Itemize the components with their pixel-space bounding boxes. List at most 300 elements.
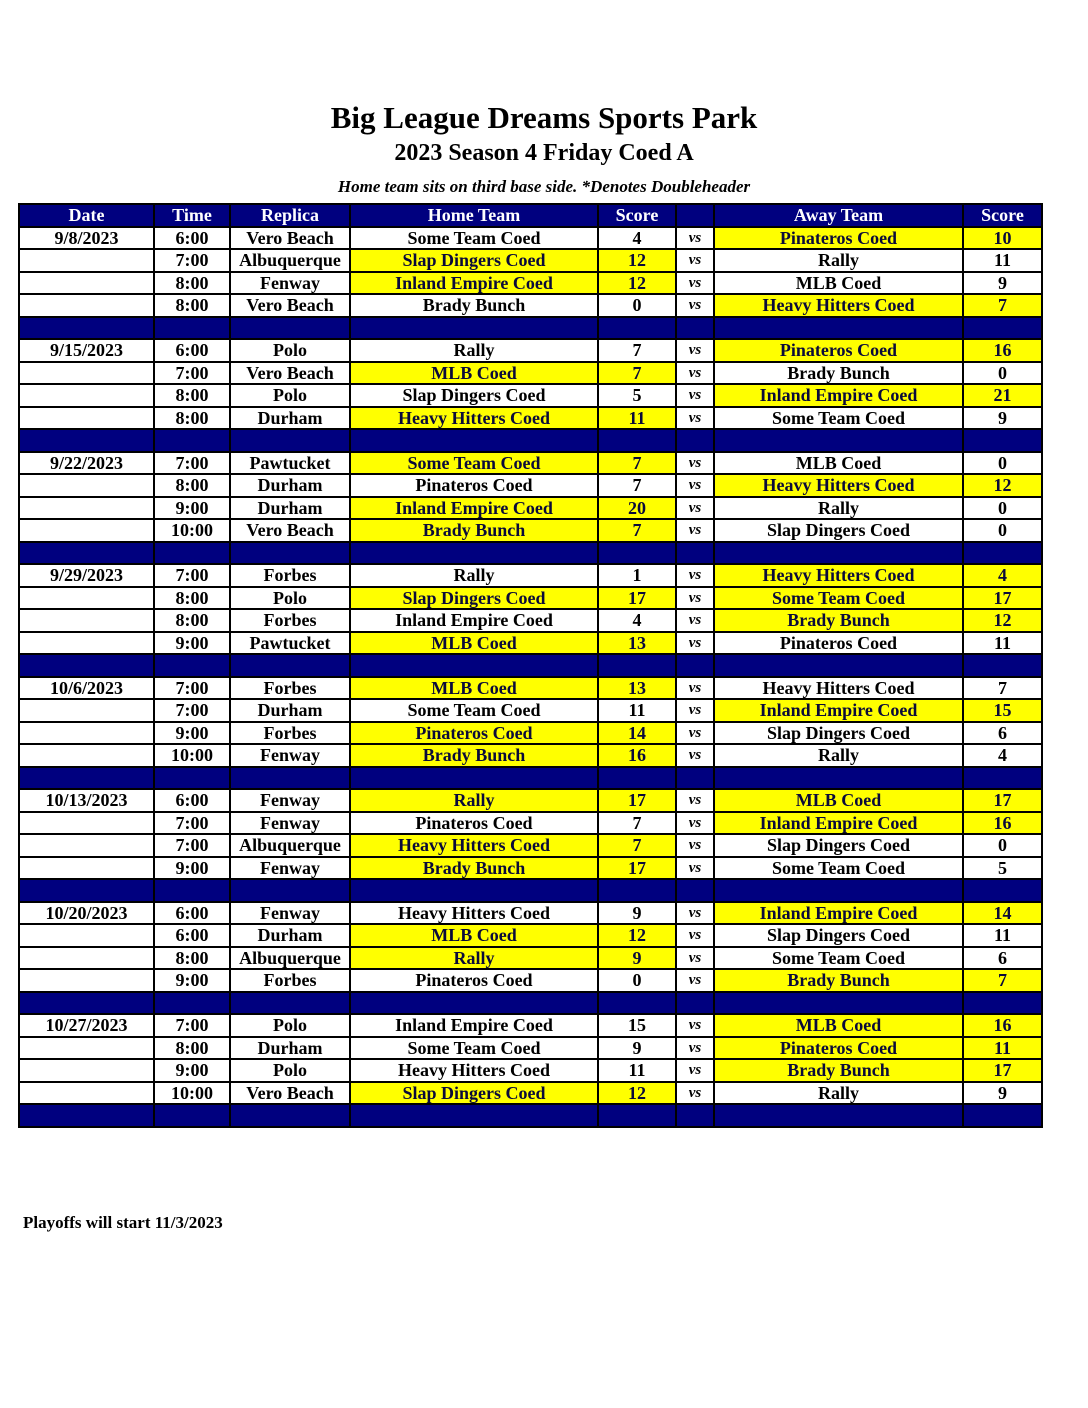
away-team: Some Team Coed xyxy=(714,407,963,430)
separator-cell xyxy=(676,992,714,1015)
home-score: 0 xyxy=(598,969,676,992)
game-time: 7:00 xyxy=(154,699,230,722)
home-score: 13 xyxy=(598,677,676,700)
game-time: 8:00 xyxy=(154,587,230,610)
home-team: MLB Coed xyxy=(350,677,598,700)
home-score: 7 xyxy=(598,834,676,857)
away-team: MLB Coed xyxy=(714,789,963,812)
away-score: 17 xyxy=(963,789,1042,812)
away-score: 9 xyxy=(963,407,1042,430)
home-score: 12 xyxy=(598,249,676,272)
game-row xyxy=(19,1014,1042,1037)
away-team: Rally xyxy=(714,497,963,520)
game-time: 8:00 xyxy=(154,407,230,430)
home-team: MLB Coed xyxy=(350,632,598,655)
away-score: 17 xyxy=(963,1059,1042,1082)
separator-cell xyxy=(676,767,714,790)
game-row xyxy=(19,609,1042,632)
game-field: Albuquerque xyxy=(230,834,350,857)
away-team: Inland Empire Coed xyxy=(714,699,963,722)
away-team: Rally xyxy=(714,249,963,272)
separator-cell xyxy=(676,654,714,677)
game-date xyxy=(19,699,154,722)
game-row xyxy=(19,969,1042,992)
game-field: Fenway xyxy=(230,857,350,880)
game-field: Vero Beach xyxy=(230,294,350,317)
game-field: Albuquerque xyxy=(230,947,350,970)
game-row xyxy=(19,857,1042,880)
away-team: MLB Coed xyxy=(714,1014,963,1037)
separator-cell xyxy=(230,767,350,790)
game-row xyxy=(19,744,1042,767)
vs-label: vs xyxy=(676,362,714,385)
home-score: 0 xyxy=(598,294,676,317)
week-separator xyxy=(19,542,1042,565)
home-team: Brady Bunch xyxy=(350,294,598,317)
vs-label: vs xyxy=(676,1059,714,1082)
away-team: Heavy Hitters Coed xyxy=(714,564,963,587)
separator-cell xyxy=(350,317,598,340)
separator-cell xyxy=(154,1104,230,1127)
game-date xyxy=(19,632,154,655)
game-field: Vero Beach xyxy=(230,1082,350,1105)
vs-label: vs xyxy=(676,812,714,835)
game-date: 10/20/2023 xyxy=(19,902,154,925)
game-row xyxy=(19,339,1042,362)
away-score: 7 xyxy=(963,969,1042,992)
home-score: 7 xyxy=(598,452,676,475)
vs-label: vs xyxy=(676,969,714,992)
game-date: 9/22/2023 xyxy=(19,452,154,475)
game-field: Fenway xyxy=(230,272,350,295)
home-score: 17 xyxy=(598,587,676,610)
vs-label: vs xyxy=(676,722,714,745)
separator-cell xyxy=(963,317,1042,340)
away-team: Some Team Coed xyxy=(714,857,963,880)
home-team: Some Team Coed xyxy=(350,699,598,722)
game-row xyxy=(19,362,1042,385)
separator-cell xyxy=(714,317,963,340)
home-team: Heavy Hitters Coed xyxy=(350,1059,598,1082)
away-team: Rally xyxy=(714,744,963,767)
home-score: 12 xyxy=(598,272,676,295)
away-team: Brady Bunch xyxy=(714,362,963,385)
away-team: Heavy Hitters Coed xyxy=(714,677,963,700)
vs-label: vs xyxy=(676,699,714,722)
home-score: 17 xyxy=(598,789,676,812)
separator-cell xyxy=(350,879,598,902)
game-date xyxy=(19,519,154,542)
col-date: Date xyxy=(19,204,154,227)
vs-label: vs xyxy=(676,249,714,272)
away-team: Some Team Coed xyxy=(714,587,963,610)
away-score: 0 xyxy=(963,497,1042,520)
home-score: 1 xyxy=(598,564,676,587)
game-row xyxy=(19,272,1042,295)
separator-cell xyxy=(714,429,963,452)
game-date xyxy=(19,947,154,970)
game-field: Pawtucket xyxy=(230,452,350,475)
col-away-team: Away Team xyxy=(714,204,963,227)
separator-cell xyxy=(598,879,676,902)
away-score: 0 xyxy=(963,362,1042,385)
home-score: 17 xyxy=(598,857,676,880)
home-team: Heavy Hitters Coed xyxy=(350,834,598,857)
home-team: MLB Coed xyxy=(350,362,598,385)
home-team: Brady Bunch xyxy=(350,857,598,880)
away-team: Pinateros Coed xyxy=(714,632,963,655)
separator-cell xyxy=(598,317,676,340)
game-field: Forbes xyxy=(230,969,350,992)
vs-label: vs xyxy=(676,564,714,587)
game-time: 8:00 xyxy=(154,609,230,632)
home-score: 16 xyxy=(598,744,676,767)
away-score: 7 xyxy=(963,677,1042,700)
game-row xyxy=(19,812,1042,835)
game-row xyxy=(19,699,1042,722)
game-row xyxy=(19,947,1042,970)
vs-label: vs xyxy=(676,407,714,430)
away-score: 11 xyxy=(963,1037,1042,1060)
vs-label: vs xyxy=(676,1014,714,1037)
separator-cell xyxy=(19,1104,154,1127)
separator-cell xyxy=(963,1104,1042,1127)
home-score: 7 xyxy=(598,339,676,362)
separator-cell xyxy=(350,542,598,565)
game-time: 10:00 xyxy=(154,744,230,767)
separator-cell xyxy=(350,654,598,677)
game-field: Polo xyxy=(230,1014,350,1037)
separator-cell xyxy=(598,429,676,452)
home-score: 15 xyxy=(598,1014,676,1037)
game-time: 7:00 xyxy=(154,677,230,700)
away-team: Pinateros Coed xyxy=(714,1037,963,1060)
away-score: 0 xyxy=(963,519,1042,542)
week-separator xyxy=(19,317,1042,340)
week-separator xyxy=(19,992,1042,1015)
game-date xyxy=(19,834,154,857)
home-team: Rally xyxy=(350,564,598,587)
vs-label: vs xyxy=(676,227,714,250)
vs-label: vs xyxy=(676,947,714,970)
game-time: 8:00 xyxy=(154,474,230,497)
game-date: 10/27/2023 xyxy=(19,1014,154,1037)
game-field: Albuquerque xyxy=(230,249,350,272)
game-time: 8:00 xyxy=(154,384,230,407)
game-field: Forbes xyxy=(230,609,350,632)
game-time: 6:00 xyxy=(154,902,230,925)
game-field: Fenway xyxy=(230,789,350,812)
home-team: Pinateros Coed xyxy=(350,812,598,835)
away-score: 4 xyxy=(963,564,1042,587)
separator-cell xyxy=(154,542,230,565)
schedule-table xyxy=(18,203,1043,1128)
home-team: Pinateros Coed xyxy=(350,474,598,497)
separator-cell xyxy=(19,429,154,452)
separator-cell xyxy=(598,542,676,565)
away-score: 14 xyxy=(963,902,1042,925)
game-date xyxy=(19,924,154,947)
separator-cell xyxy=(714,654,963,677)
separator-cell xyxy=(714,879,963,902)
week-separator xyxy=(19,1104,1042,1127)
game-date xyxy=(19,722,154,745)
game-time: 6:00 xyxy=(154,339,230,362)
game-time: 9:00 xyxy=(154,632,230,655)
game-date xyxy=(19,294,154,317)
game-time: 6:00 xyxy=(154,227,230,250)
vs-label: vs xyxy=(676,474,714,497)
home-score: 7 xyxy=(598,812,676,835)
separator-cell xyxy=(350,429,598,452)
separator-cell xyxy=(154,879,230,902)
game-time: 8:00 xyxy=(154,1037,230,1060)
home-score: 11 xyxy=(598,407,676,430)
home-score: 11 xyxy=(598,1059,676,1082)
separator-cell xyxy=(598,767,676,790)
away-score: 11 xyxy=(963,249,1042,272)
game-field: Fenway xyxy=(230,744,350,767)
vs-label: vs xyxy=(676,452,714,475)
game-date: 9/29/2023 xyxy=(19,564,154,587)
home-team: Some Team Coed xyxy=(350,452,598,475)
separator-cell xyxy=(19,317,154,340)
away-team: Rally xyxy=(714,1082,963,1105)
home-team: Heavy Hitters Coed xyxy=(350,902,598,925)
game-field: Forbes xyxy=(230,564,350,587)
game-field: Polo xyxy=(230,587,350,610)
separator-cell xyxy=(714,542,963,565)
game-time: 8:00 xyxy=(154,947,230,970)
away-score: 15 xyxy=(963,699,1042,722)
game-time: 7:00 xyxy=(154,1014,230,1037)
away-team: Inland Empire Coed xyxy=(714,384,963,407)
vs-label: vs xyxy=(676,902,714,925)
away-team: Heavy Hitters Coed xyxy=(714,294,963,317)
game-field: Vero Beach xyxy=(230,227,350,250)
separator-cell xyxy=(19,992,154,1015)
game-date xyxy=(19,249,154,272)
game-row xyxy=(19,677,1042,700)
header-row xyxy=(19,204,1042,227)
separator-cell xyxy=(598,654,676,677)
page-subtitle: 2023 Season 4 Friday Coed A xyxy=(394,140,694,166)
page-title: Big League Dreams Sports Park xyxy=(330,100,758,135)
schedule-body xyxy=(19,227,1042,1127)
game-time: 7:00 xyxy=(154,812,230,835)
game-field: Vero Beach xyxy=(230,519,350,542)
game-row xyxy=(19,519,1042,542)
separator-cell xyxy=(154,317,230,340)
away-score: 5 xyxy=(963,857,1042,880)
separator-cell xyxy=(963,767,1042,790)
game-date xyxy=(19,969,154,992)
separator-cell xyxy=(230,317,350,340)
col-home-team: Home Team xyxy=(350,204,598,227)
game-time: 8:00 xyxy=(154,294,230,317)
away-score: 10 xyxy=(963,227,1042,250)
vs-label: vs xyxy=(676,272,714,295)
home-team: Slap Dingers Coed xyxy=(350,249,598,272)
home-team: Slap Dingers Coed xyxy=(350,384,598,407)
game-date xyxy=(19,497,154,520)
vs-label: vs xyxy=(676,609,714,632)
col-vs xyxy=(676,204,714,227)
home-score: 4 xyxy=(598,609,676,632)
game-field: Durham xyxy=(230,699,350,722)
game-time: 9:00 xyxy=(154,497,230,520)
away-team: Pinateros Coed xyxy=(714,227,963,250)
game-row xyxy=(19,497,1042,520)
away-team: MLB Coed xyxy=(714,452,963,475)
vs-label: vs xyxy=(676,632,714,655)
home-score: 13 xyxy=(598,632,676,655)
game-field: Pawtucket xyxy=(230,632,350,655)
home-score: 7 xyxy=(598,362,676,385)
away-team: Heavy Hitters Coed xyxy=(714,474,963,497)
separator-cell xyxy=(676,1104,714,1127)
away-team: MLB Coed xyxy=(714,272,963,295)
separator-cell xyxy=(350,767,598,790)
week-separator xyxy=(19,429,1042,452)
home-score: 5 xyxy=(598,384,676,407)
separator-cell xyxy=(963,992,1042,1015)
game-time: 7:00 xyxy=(154,564,230,587)
home-team: Brady Bunch xyxy=(350,519,598,542)
home-score: 12 xyxy=(598,924,676,947)
away-team: Brady Bunch xyxy=(714,969,963,992)
home-team: Inland Empire Coed xyxy=(350,609,598,632)
game-time: 6:00 xyxy=(154,789,230,812)
home-score: 9 xyxy=(598,1037,676,1060)
away-team: Some Team Coed xyxy=(714,947,963,970)
separator-cell xyxy=(19,654,154,677)
away-score: 11 xyxy=(963,632,1042,655)
game-field: Durham xyxy=(230,1037,350,1060)
away-score: 21 xyxy=(963,384,1042,407)
separator-cell xyxy=(19,879,154,902)
game-row xyxy=(19,1059,1042,1082)
vs-label: vs xyxy=(676,834,714,857)
game-row xyxy=(19,1082,1042,1105)
schedule-note: Home team sits on third base side. *Denotes Doubleheader xyxy=(337,177,751,196)
game-row xyxy=(19,632,1042,655)
away-score: 0 xyxy=(963,834,1042,857)
week-separator xyxy=(19,654,1042,677)
away-score: 12 xyxy=(963,609,1042,632)
game-date xyxy=(19,362,154,385)
away-score: 6 xyxy=(963,722,1042,745)
game-time: 9:00 xyxy=(154,969,230,992)
vs-label: vs xyxy=(676,497,714,520)
game-time: 7:00 xyxy=(154,452,230,475)
home-team: Some Team Coed xyxy=(350,227,598,250)
separator-cell xyxy=(230,429,350,452)
game-time: 7:00 xyxy=(154,834,230,857)
separator-cell xyxy=(230,542,350,565)
separator-cell xyxy=(154,429,230,452)
home-team: Rally xyxy=(350,947,598,970)
game-date xyxy=(19,474,154,497)
game-field: Durham xyxy=(230,474,350,497)
away-score: 9 xyxy=(963,272,1042,295)
away-team: Slap Dingers Coed xyxy=(714,519,963,542)
game-row xyxy=(19,902,1042,925)
away-score: 6 xyxy=(963,947,1042,970)
game-field: Forbes xyxy=(230,677,350,700)
away-score: 16 xyxy=(963,339,1042,362)
away-score: 16 xyxy=(963,1014,1042,1037)
home-score: 7 xyxy=(598,474,676,497)
vs-label: vs xyxy=(676,744,714,767)
game-row xyxy=(19,789,1042,812)
away-score: 9 xyxy=(963,1082,1042,1105)
away-score: 17 xyxy=(963,587,1042,610)
separator-cell xyxy=(598,992,676,1015)
game-field: Fenway xyxy=(230,812,350,835)
separator-cell xyxy=(230,654,350,677)
away-team: Inland Empire Coed xyxy=(714,812,963,835)
game-date: 9/8/2023 xyxy=(19,227,154,250)
game-date: 9/15/2023 xyxy=(19,339,154,362)
game-row xyxy=(19,1037,1042,1060)
col-replica: Replica xyxy=(230,204,350,227)
separator-cell xyxy=(714,1104,963,1127)
game-time: 9:00 xyxy=(154,1059,230,1082)
home-score: 11 xyxy=(598,699,676,722)
game-date: 10/13/2023 xyxy=(19,789,154,812)
game-time: 6:00 xyxy=(154,924,230,947)
game-row xyxy=(19,474,1042,497)
game-row xyxy=(19,722,1042,745)
away-score: 11 xyxy=(963,924,1042,947)
away-team: Slap Dingers Coed xyxy=(714,924,963,947)
game-field: Polo xyxy=(230,384,350,407)
away-team: Inland Empire Coed xyxy=(714,902,963,925)
game-row xyxy=(19,294,1042,317)
separator-cell xyxy=(963,429,1042,452)
game-time: 7:00 xyxy=(154,249,230,272)
home-score: 14 xyxy=(598,722,676,745)
away-team: Slap Dingers Coed xyxy=(714,722,963,745)
game-date xyxy=(19,407,154,430)
home-team: Pinateros Coed xyxy=(350,722,598,745)
away-score: 16 xyxy=(963,812,1042,835)
game-date xyxy=(19,857,154,880)
game-date: 10/6/2023 xyxy=(19,677,154,700)
game-field: Polo xyxy=(230,339,350,362)
separator-cell xyxy=(963,542,1042,565)
separator-cell xyxy=(676,429,714,452)
separator-cell xyxy=(676,542,714,565)
game-row xyxy=(19,834,1042,857)
away-team: Pinateros Coed xyxy=(714,339,963,362)
separator-cell xyxy=(19,767,154,790)
game-time: 9:00 xyxy=(154,857,230,880)
separator-cell xyxy=(154,654,230,677)
vs-label: vs xyxy=(676,924,714,947)
game-date xyxy=(19,609,154,632)
separator-cell xyxy=(963,879,1042,902)
separator-cell xyxy=(230,992,350,1015)
game-field: Vero Beach xyxy=(230,362,350,385)
separator-cell xyxy=(963,654,1042,677)
game-row xyxy=(19,407,1042,430)
game-time: 9:00 xyxy=(154,722,230,745)
game-date xyxy=(19,1082,154,1105)
separator-cell xyxy=(714,767,963,790)
vs-label: vs xyxy=(676,339,714,362)
